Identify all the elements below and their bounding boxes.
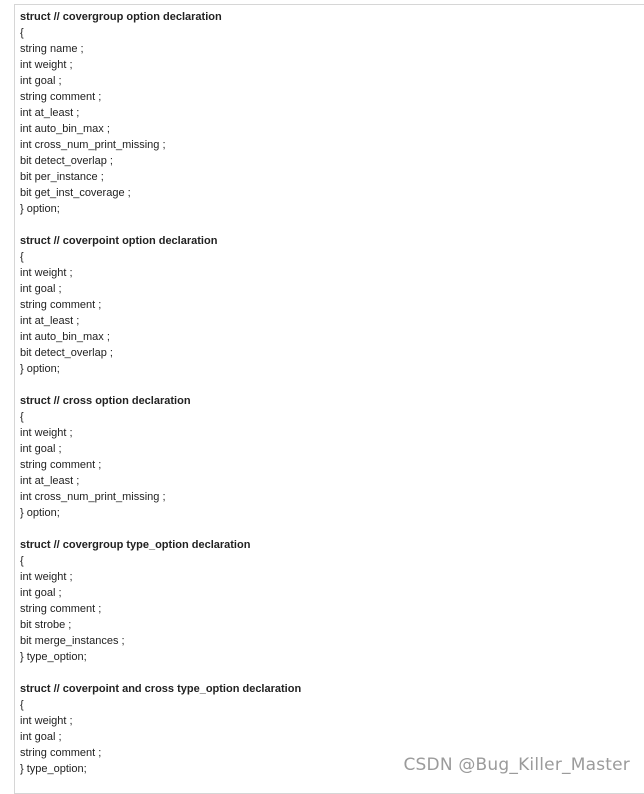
code-listing <box>20 9 301 793</box>
code-line: int auto_bin_max ; <box>20 123 110 135</box>
code-line: int weight ; <box>20 427 73 439</box>
declaration-title: struct // covergroup option declaration <box>20 11 222 23</box>
code-line: int goal ; <box>20 443 62 455</box>
code-line: } type_option; <box>20 763 87 775</box>
code-line: int weight ; <box>20 267 73 279</box>
code-line: string comment ; <box>20 603 102 615</box>
code-line: string comment ; <box>20 91 102 103</box>
declaration-block <box>20 537 301 665</box>
watermark: CSDN @Bug_Killer_Master <box>403 755 630 775</box>
code-line: } option; <box>20 507 60 519</box>
declaration-title: struct // covergroup type_option declaration <box>20 539 251 551</box>
code-line: int cross_num_print_missing ; <box>20 139 166 151</box>
code-line: int weight ; <box>20 571 73 583</box>
code-line: { <box>20 27 24 39</box>
declaration-title: struct // cross option declaration <box>20 395 191 407</box>
code-line: bit get_inst_coverage ; <box>20 187 131 199</box>
declaration-block <box>20 393 301 521</box>
code-line: } option; <box>20 203 60 215</box>
code-line: { <box>20 251 24 263</box>
code-line: bit detect_overlap ; <box>20 347 113 359</box>
code-line: int goal ; <box>20 75 62 87</box>
declaration-block <box>20 681 301 777</box>
code-line: string name ; <box>20 43 84 55</box>
code-line: } type_option; <box>20 651 87 663</box>
code-line: bit detect_overlap ; <box>20 155 113 167</box>
code-line: { <box>20 555 24 567</box>
code-line: int goal ; <box>20 731 62 743</box>
code-line: bit strobe ; <box>20 619 72 631</box>
code-line: } option; <box>20 363 60 375</box>
declaration-block <box>20 233 301 377</box>
code-line: int weight ; <box>20 715 73 727</box>
declaration-title: struct // coverpoint and cross type_option declaration <box>20 683 302 695</box>
code-line: bit merge_instances ; <box>20 635 125 647</box>
code-line: int weight ; <box>20 59 73 71</box>
declaration-block <box>20 9 301 217</box>
code-line: int at_least ; <box>20 107 80 119</box>
code-line: { <box>20 699 24 711</box>
code-line: string comment ; <box>20 299 102 311</box>
code-line: int auto_bin_max ; <box>20 331 110 343</box>
code-line: int cross_num_print_missing ; <box>20 491 166 503</box>
code-line: int at_least ; <box>20 475 80 487</box>
code-line: string comment ; <box>20 459 102 471</box>
code-line: { <box>20 411 24 423</box>
declaration-title: struct // coverpoint option declaration <box>20 235 218 247</box>
code-line: string comment ; <box>20 747 102 759</box>
code-line: int goal ; <box>20 283 62 295</box>
code-line: int goal ; <box>20 587 62 599</box>
code-line: bit per_instance ; <box>20 171 104 183</box>
code-line: int at_least ; <box>20 315 80 327</box>
